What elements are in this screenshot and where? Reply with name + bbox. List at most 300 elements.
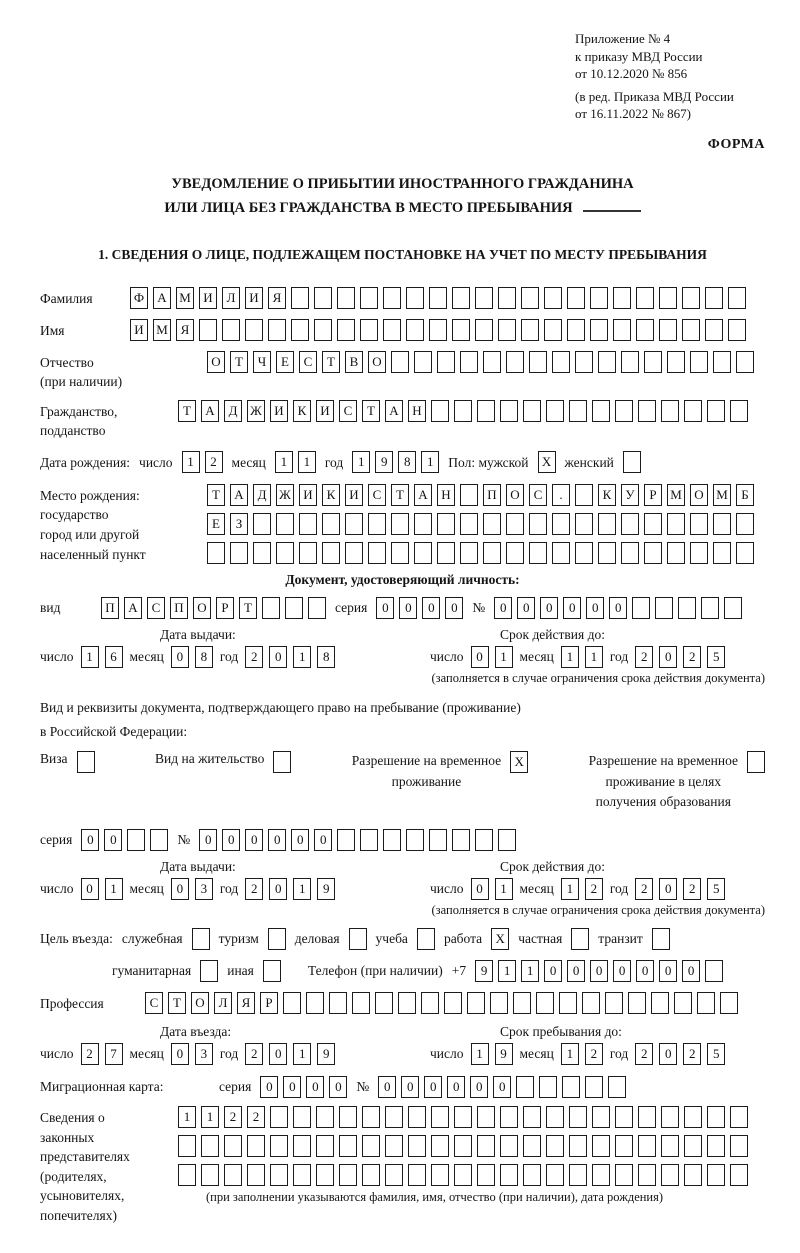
char-cell[interactable]: 0: [494, 597, 512, 619]
char-cell[interactable]: [263, 960, 281, 982]
char-cell[interactable]: [314, 319, 332, 341]
char-cell[interactable]: 1: [293, 646, 311, 668]
char-cell[interactable]: Е: [207, 513, 225, 535]
char-cell[interactable]: [460, 484, 478, 506]
char-cell[interactable]: [224, 1164, 242, 1186]
char-cell[interactable]: 1: [585, 646, 603, 668]
char-cell[interactable]: 0: [283, 1076, 301, 1098]
char-cell[interactable]: Т: [322, 351, 340, 373]
char-cell[interactable]: 0: [422, 597, 440, 619]
char-cell[interactable]: 9: [375, 451, 393, 473]
char-cell[interactable]: М: [713, 484, 731, 506]
char-cell[interactable]: [592, 1106, 610, 1128]
char-cell[interactable]: [736, 513, 754, 535]
char-cell[interactable]: [477, 400, 495, 422]
char-cell[interactable]: [345, 513, 363, 535]
char-cell[interactable]: [621, 513, 639, 535]
char-cell[interactable]: [406, 287, 424, 309]
char-cell[interactable]: [661, 1106, 679, 1128]
char-cell[interactable]: 1: [561, 1043, 579, 1065]
char-cell[interactable]: [684, 1164, 702, 1186]
char-cell[interactable]: [575, 351, 593, 373]
char-cell[interactable]: 3: [195, 878, 213, 900]
char-cell[interactable]: [385, 1164, 403, 1186]
char-cell[interactable]: [460, 513, 478, 535]
char-cell[interactable]: [590, 287, 608, 309]
char-cell[interactable]: [429, 287, 447, 309]
char-cell[interactable]: [569, 1164, 587, 1186]
char-cell[interactable]: [276, 542, 294, 564]
char-cell[interactable]: [678, 597, 696, 619]
char-cell[interactable]: [414, 542, 432, 564]
char-cell[interactable]: [652, 928, 670, 950]
char-cell[interactable]: [178, 1135, 196, 1157]
char-cell[interactable]: [406, 319, 424, 341]
char-cell[interactable]: Т: [230, 351, 248, 373]
char-cell[interactable]: [268, 319, 286, 341]
char-cell[interactable]: 2: [635, 646, 653, 668]
char-cell[interactable]: 1: [182, 451, 200, 473]
char-cell[interactable]: [201, 1135, 219, 1157]
char-cell[interactable]: [429, 319, 447, 341]
char-cell[interactable]: [661, 400, 679, 422]
char-cell[interactable]: [546, 1135, 564, 1157]
char-cell[interactable]: Т: [168, 992, 186, 1014]
char-cell[interactable]: [337, 829, 355, 851]
char-cell[interactable]: [77, 751, 95, 773]
char-cell[interactable]: 2: [585, 1043, 603, 1065]
char-cell[interactable]: Т: [178, 400, 196, 422]
char-cell[interactable]: [747, 751, 765, 773]
char-cell[interactable]: [414, 513, 432, 535]
char-cell[interactable]: [429, 829, 447, 851]
char-cell[interactable]: 5: [707, 1043, 725, 1065]
char-cell[interactable]: 5: [707, 646, 725, 668]
char-cell[interactable]: 0: [222, 829, 240, 851]
char-cell[interactable]: [575, 542, 593, 564]
char-cell[interactable]: [615, 400, 633, 422]
char-cell[interactable]: 9: [317, 878, 335, 900]
char-cell[interactable]: [636, 287, 654, 309]
char-cell[interactable]: Л: [214, 992, 232, 1014]
char-cell[interactable]: [375, 992, 393, 1014]
char-cell[interactable]: 1: [201, 1106, 219, 1128]
char-cell[interactable]: [516, 1076, 534, 1098]
char-cell[interactable]: [199, 319, 217, 341]
char-cell[interactable]: [475, 829, 493, 851]
char-cell[interactable]: [391, 513, 409, 535]
char-cell[interactable]: [299, 542, 317, 564]
char-cell[interactable]: [682, 319, 700, 341]
char-cell[interactable]: 0: [329, 1076, 347, 1098]
char-cell[interactable]: [408, 1135, 426, 1157]
char-cell[interactable]: [127, 829, 145, 851]
char-cell[interactable]: X: [538, 451, 556, 473]
char-cell[interactable]: [483, 513, 501, 535]
char-cell[interactable]: [222, 319, 240, 341]
char-cell[interactable]: К: [293, 400, 311, 422]
char-cell[interactable]: А: [201, 400, 219, 422]
char-cell[interactable]: И: [316, 400, 334, 422]
char-cell[interactable]: [383, 319, 401, 341]
char-cell[interactable]: [437, 351, 455, 373]
char-cell[interactable]: [684, 1106, 702, 1128]
char-cell[interactable]: [414, 351, 432, 373]
char-cell[interactable]: 0: [659, 646, 677, 668]
char-cell[interactable]: [262, 597, 280, 619]
char-cell[interactable]: [192, 928, 210, 950]
char-cell[interactable]: [544, 319, 562, 341]
char-cell[interactable]: [349, 928, 367, 950]
char-cell[interactable]: [623, 451, 641, 473]
char-cell[interactable]: [621, 351, 639, 373]
char-cell[interactable]: [730, 1164, 748, 1186]
char-cell[interactable]: [291, 287, 309, 309]
char-cell[interactable]: 0: [306, 1076, 324, 1098]
char-cell[interactable]: 0: [378, 1076, 396, 1098]
char-cell[interactable]: [299, 513, 317, 535]
char-cell[interactable]: 2: [585, 878, 603, 900]
char-cell[interactable]: М: [176, 287, 194, 309]
char-cell[interactable]: [667, 351, 685, 373]
char-cell[interactable]: [368, 542, 386, 564]
char-cell[interactable]: 7: [105, 1043, 123, 1065]
char-cell[interactable]: [345, 542, 363, 564]
char-cell[interactable]: 0: [544, 960, 562, 982]
char-cell[interactable]: [460, 542, 478, 564]
char-cell[interactable]: [690, 542, 708, 564]
char-cell[interactable]: 0: [447, 1076, 465, 1098]
char-cell[interactable]: [477, 1106, 495, 1128]
char-cell[interactable]: X: [510, 751, 528, 773]
char-cell[interactable]: 0: [590, 960, 608, 982]
char-cell[interactable]: [337, 319, 355, 341]
char-cell[interactable]: [562, 1076, 580, 1098]
char-cell[interactable]: И: [199, 287, 217, 309]
char-cell[interactable]: [498, 287, 516, 309]
char-cell[interactable]: [529, 351, 547, 373]
char-cell[interactable]: 0: [376, 597, 394, 619]
char-cell[interactable]: [615, 1164, 633, 1186]
char-cell[interactable]: [592, 1164, 610, 1186]
char-cell[interactable]: [690, 351, 708, 373]
char-cell[interactable]: [661, 1164, 679, 1186]
char-cell[interactable]: [701, 597, 719, 619]
char-cell[interactable]: 1: [178, 1106, 196, 1128]
char-cell[interactable]: [707, 400, 725, 422]
char-cell[interactable]: [352, 992, 370, 1014]
char-cell[interactable]: [207, 542, 225, 564]
char-cell[interactable]: [230, 542, 248, 564]
char-cell[interactable]: [500, 400, 518, 422]
char-cell[interactable]: [674, 992, 692, 1014]
char-cell[interactable]: [605, 992, 623, 1014]
char-cell[interactable]: [546, 1164, 564, 1186]
char-cell[interactable]: [247, 1135, 265, 1157]
char-cell[interactable]: [552, 542, 570, 564]
char-cell[interactable]: [339, 1164, 357, 1186]
char-cell[interactable]: О: [193, 597, 211, 619]
char-cell[interactable]: [293, 1164, 311, 1186]
char-cell[interactable]: [552, 513, 570, 535]
char-cell[interactable]: [544, 287, 562, 309]
char-cell[interactable]: [452, 319, 470, 341]
char-cell[interactable]: [247, 1164, 265, 1186]
char-cell[interactable]: [454, 1135, 472, 1157]
char-cell[interactable]: [730, 1135, 748, 1157]
char-cell[interactable]: Б: [736, 484, 754, 506]
char-cell[interactable]: [408, 1106, 426, 1128]
char-cell[interactable]: [659, 319, 677, 341]
char-cell[interactable]: [490, 992, 508, 1014]
char-cell[interactable]: 1: [495, 646, 513, 668]
char-cell[interactable]: [477, 1135, 495, 1157]
char-cell[interactable]: 0: [471, 878, 489, 900]
char-cell[interactable]: [621, 542, 639, 564]
char-cell[interactable]: [559, 992, 577, 1014]
char-cell[interactable]: 1: [495, 878, 513, 900]
char-cell[interactable]: 1: [293, 878, 311, 900]
char-cell[interactable]: [500, 1106, 518, 1128]
char-cell[interactable]: М: [153, 319, 171, 341]
char-cell[interactable]: [632, 597, 650, 619]
char-cell[interactable]: [539, 1076, 557, 1098]
char-cell[interactable]: 2: [224, 1106, 242, 1128]
char-cell[interactable]: [521, 319, 539, 341]
char-cell[interactable]: [724, 597, 742, 619]
char-cell[interactable]: [713, 351, 731, 373]
char-cell[interactable]: 0: [471, 646, 489, 668]
char-cell[interactable]: [628, 992, 646, 1014]
char-cell[interactable]: Р: [260, 992, 278, 1014]
char-cell[interactable]: [454, 1106, 472, 1128]
char-cell[interactable]: [730, 400, 748, 422]
char-cell[interactable]: [224, 1135, 242, 1157]
char-cell[interactable]: [273, 751, 291, 773]
char-cell[interactable]: Д: [253, 484, 271, 506]
char-cell[interactable]: С: [145, 992, 163, 1014]
char-cell[interactable]: П: [101, 597, 119, 619]
char-cell[interactable]: [529, 542, 547, 564]
char-cell[interactable]: [575, 484, 593, 506]
char-cell[interactable]: [529, 513, 547, 535]
char-cell[interactable]: [582, 992, 600, 1014]
char-cell[interactable]: [322, 513, 340, 535]
char-cell[interactable]: А: [414, 484, 432, 506]
char-cell[interactable]: [178, 1164, 196, 1186]
char-cell[interactable]: [417, 928, 435, 950]
char-cell[interactable]: И: [345, 484, 363, 506]
char-cell[interactable]: 0: [245, 829, 263, 851]
char-cell[interactable]: [362, 1106, 380, 1128]
char-cell[interactable]: [506, 513, 524, 535]
char-cell[interactable]: [523, 1164, 541, 1186]
char-cell[interactable]: [268, 928, 286, 950]
char-cell[interactable]: [383, 829, 401, 851]
char-cell[interactable]: [452, 829, 470, 851]
char-cell[interactable]: Р: [644, 484, 662, 506]
char-cell[interactable]: О: [368, 351, 386, 373]
char-cell[interactable]: [590, 319, 608, 341]
char-cell[interactable]: [567, 287, 585, 309]
char-cell[interactable]: [200, 960, 218, 982]
char-cell[interactable]: [713, 542, 731, 564]
char-cell[interactable]: 0: [199, 829, 217, 851]
char-cell[interactable]: 8: [317, 646, 335, 668]
char-cell[interactable]: С: [529, 484, 547, 506]
char-cell[interactable]: 0: [269, 878, 287, 900]
char-cell[interactable]: [316, 1135, 334, 1157]
char-cell[interactable]: А: [385, 400, 403, 422]
char-cell[interactable]: 0: [659, 960, 677, 982]
char-cell[interactable]: [368, 513, 386, 535]
char-cell[interactable]: 0: [563, 597, 581, 619]
char-cell[interactable]: Ф: [130, 287, 148, 309]
char-cell[interactable]: [655, 597, 673, 619]
char-cell[interactable]: К: [322, 484, 340, 506]
char-cell[interactable]: А: [230, 484, 248, 506]
char-cell[interactable]: И: [299, 484, 317, 506]
char-cell[interactable]: [736, 351, 754, 373]
char-cell[interactable]: [316, 1106, 334, 1128]
char-cell[interactable]: 1: [352, 451, 370, 473]
char-cell[interactable]: [651, 992, 669, 1014]
char-cell[interactable]: 2: [635, 1043, 653, 1065]
char-cell[interactable]: 1: [293, 1043, 311, 1065]
char-cell[interactable]: [431, 400, 449, 422]
char-cell[interactable]: 0: [659, 878, 677, 900]
char-cell[interactable]: 0: [171, 646, 189, 668]
char-cell[interactable]: [608, 1076, 626, 1098]
char-cell[interactable]: С: [147, 597, 165, 619]
char-cell[interactable]: 0: [399, 597, 417, 619]
char-cell[interactable]: 2: [245, 1043, 263, 1065]
char-cell[interactable]: [592, 1135, 610, 1157]
char-cell[interactable]: 0: [659, 1043, 677, 1065]
char-cell[interactable]: 0: [104, 829, 122, 851]
char-cell[interactable]: [408, 1164, 426, 1186]
char-cell[interactable]: [360, 287, 378, 309]
char-cell[interactable]: [644, 513, 662, 535]
char-cell[interactable]: [362, 1164, 380, 1186]
char-cell[interactable]: [293, 1135, 311, 1157]
char-cell[interactable]: [421, 992, 439, 1014]
char-cell[interactable]: 0: [401, 1076, 419, 1098]
char-cell[interactable]: [398, 992, 416, 1014]
char-cell[interactable]: [253, 513, 271, 535]
char-cell[interactable]: 1: [498, 960, 516, 982]
char-cell[interactable]: [523, 1106, 541, 1128]
char-cell[interactable]: 8: [398, 451, 416, 473]
char-cell[interactable]: Я: [176, 319, 194, 341]
char-cell[interactable]: И: [130, 319, 148, 341]
char-cell[interactable]: 0: [517, 597, 535, 619]
char-cell[interactable]: 2: [81, 1043, 99, 1065]
char-cell[interactable]: [477, 1164, 495, 1186]
char-cell[interactable]: 9: [317, 1043, 335, 1065]
char-cell[interactable]: [513, 992, 531, 1014]
char-cell[interactable]: [444, 992, 462, 1014]
char-cell[interactable]: [728, 319, 746, 341]
char-cell[interactable]: [316, 1164, 334, 1186]
char-cell[interactable]: [536, 992, 554, 1014]
char-cell[interactable]: [667, 542, 685, 564]
char-cell[interactable]: .: [552, 484, 570, 506]
char-cell[interactable]: Ж: [276, 484, 294, 506]
char-cell[interactable]: [385, 1106, 403, 1128]
char-cell[interactable]: [684, 400, 702, 422]
char-cell[interactable]: [467, 992, 485, 1014]
char-cell[interactable]: [569, 400, 587, 422]
char-cell[interactable]: [638, 1135, 656, 1157]
char-cell[interactable]: А: [153, 287, 171, 309]
char-cell[interactable]: 1: [561, 878, 579, 900]
char-cell[interactable]: [483, 351, 501, 373]
char-cell[interactable]: [322, 542, 340, 564]
char-cell[interactable]: [546, 400, 564, 422]
char-cell[interactable]: [360, 829, 378, 851]
char-cell[interactable]: П: [170, 597, 188, 619]
char-cell[interactable]: 0: [81, 878, 99, 900]
char-cell[interactable]: [523, 400, 541, 422]
char-cell[interactable]: [483, 542, 501, 564]
char-cell[interactable]: [546, 1106, 564, 1128]
char-cell[interactable]: [585, 1076, 603, 1098]
char-cell[interactable]: [437, 513, 455, 535]
char-cell[interactable]: [454, 400, 472, 422]
char-cell[interactable]: 9: [495, 1043, 513, 1065]
char-cell[interactable]: З: [230, 513, 248, 535]
char-cell[interactable]: [276, 513, 294, 535]
char-cell[interactable]: [690, 513, 708, 535]
char-cell[interactable]: [661, 1135, 679, 1157]
char-cell[interactable]: [337, 287, 355, 309]
char-cell[interactable]: [500, 1164, 518, 1186]
char-cell[interactable]: 0: [636, 960, 654, 982]
char-cell[interactable]: [285, 597, 303, 619]
char-cell[interactable]: 1: [421, 451, 439, 473]
char-cell[interactable]: 2: [683, 1043, 701, 1065]
char-cell[interactable]: [707, 1106, 725, 1128]
char-cell[interactable]: [720, 992, 738, 1014]
char-cell[interactable]: [569, 1135, 587, 1157]
char-cell[interactable]: [644, 351, 662, 373]
char-cell[interactable]: 0: [613, 960, 631, 982]
char-cell[interactable]: И: [245, 287, 263, 309]
char-cell[interactable]: [383, 287, 401, 309]
char-cell[interactable]: [684, 1135, 702, 1157]
char-cell[interactable]: [707, 1135, 725, 1157]
char-cell[interactable]: Н: [408, 400, 426, 422]
char-cell[interactable]: [615, 1135, 633, 1157]
char-cell[interactable]: Е: [276, 351, 294, 373]
char-cell[interactable]: У: [621, 484, 639, 506]
char-cell[interactable]: [431, 1164, 449, 1186]
char-cell[interactable]: 2: [247, 1106, 265, 1128]
char-cell[interactable]: [293, 1106, 311, 1128]
char-cell[interactable]: [707, 1164, 725, 1186]
char-cell[interactable]: 5: [707, 878, 725, 900]
char-cell[interactable]: [339, 1135, 357, 1157]
char-cell[interactable]: [728, 287, 746, 309]
char-cell[interactable]: 0: [586, 597, 604, 619]
char-cell[interactable]: [283, 992, 301, 1014]
char-cell[interactable]: [598, 513, 616, 535]
char-cell[interactable]: П: [483, 484, 501, 506]
char-cell[interactable]: 0: [269, 1043, 287, 1065]
char-cell[interactable]: [329, 992, 347, 1014]
char-cell[interactable]: Л: [222, 287, 240, 309]
